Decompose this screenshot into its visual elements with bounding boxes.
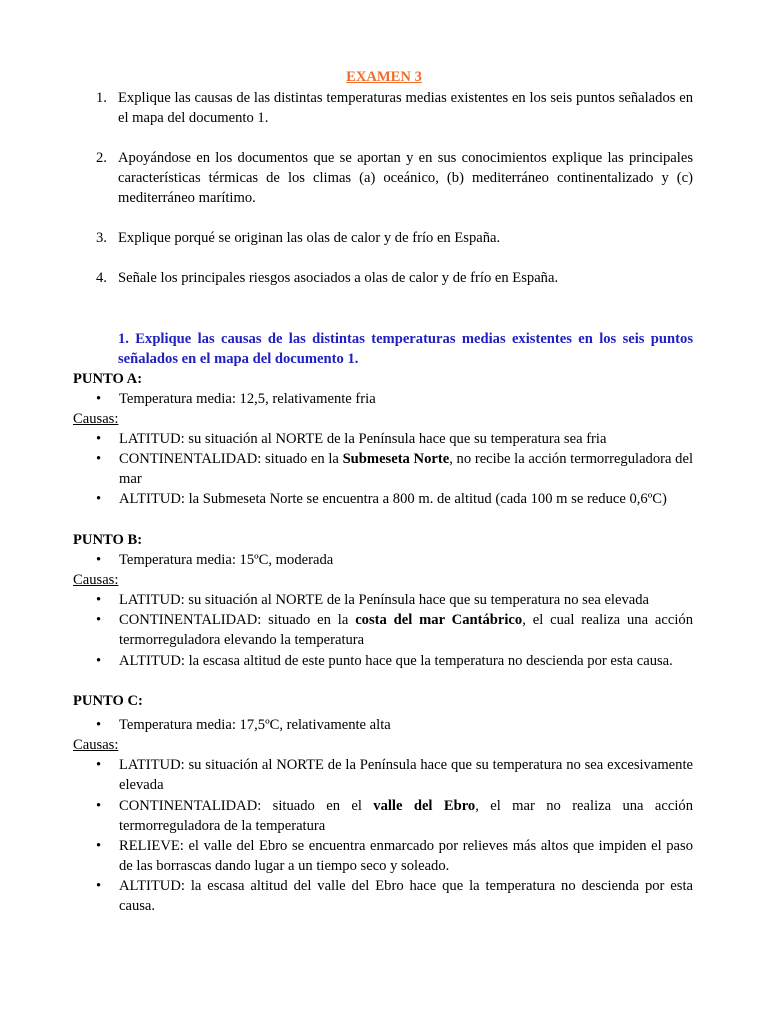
item-text: Temperatura media: 12,5, relativamente fria xyxy=(119,391,376,407)
item-text: ALTITUD: la escasa altitud de este punto hace que la temperatura no descienda por esta causa. xyxy=(119,653,673,669)
item-text xyxy=(119,449,693,489)
emphasis-text: costa del mar Cantábrico xyxy=(355,612,523,628)
question-text: Explique porqué se originan las olas de calor y de frío en España. xyxy=(118,230,501,246)
bullet: • xyxy=(96,592,102,608)
item-text xyxy=(119,610,693,650)
punto-b-temp-item xyxy=(96,550,693,570)
punto-b-latitud-item xyxy=(96,590,693,610)
question-text: Apoyándose en los documentos que se aportan y en sus conocimientos explique las principales características térmicas de los climas (a) oceánico, (b) mediterráneo continentalizado y (c) mediterráneo marítimo. xyxy=(118,150,693,206)
item-text: ALTITUD: la escasa altitud del valle del Ebro hace que la temperatura no descienda por esta causa. xyxy=(119,878,693,914)
item-text: LATITUD: su situación al NORTE de la Península hace que su temperatura no sea excesivamente elevada xyxy=(119,757,693,793)
question-number: 3. xyxy=(96,230,107,246)
bullet: • xyxy=(96,798,102,814)
bullet: • xyxy=(96,653,102,669)
punto-b-label: PUNTO B: xyxy=(73,532,143,548)
bullet: • xyxy=(96,838,102,854)
bullet: • xyxy=(96,552,102,568)
bullet: • xyxy=(96,757,102,773)
punto-a-altitud-item xyxy=(96,489,693,509)
punto-c-latitud-item xyxy=(96,755,693,795)
bullet: • xyxy=(96,491,102,507)
question-text: Señale los principales riesgos asociados a olas de calor y de frío en España. xyxy=(118,270,559,286)
bullet: • xyxy=(96,451,102,467)
item-text: LATITUD: su situación al NORTE de la Península hace que su temperatura sea fria xyxy=(119,431,607,447)
punto-c-continentalidad-item xyxy=(96,796,693,836)
punto-c-altitud-item xyxy=(96,876,693,916)
question-3 xyxy=(96,228,693,248)
bullet: • xyxy=(96,717,102,733)
item-text: Temperatura media: 17,5ºC, relativamente alta xyxy=(119,717,391,733)
item-text: RELIEVE: el valle del Ebro se encuentra enmarcado por relieves más altos que impiden el paso de las borrascas dando lugar a un tiempo seco y soleado. xyxy=(119,838,693,874)
bullet: • xyxy=(96,612,102,628)
item-text: LATITUD: su situación al NORTE de la Península hace que su temperatura no sea elevada xyxy=(119,592,649,608)
text-segment: CONTINENTALIDAD: situado en la xyxy=(119,612,356,628)
question-number: 4. xyxy=(96,270,107,286)
punto-a-label: PUNTO A: xyxy=(73,371,143,387)
text-segment: , el mar no realiza una acción termorreguladora de la temperatura xyxy=(119,798,693,834)
bullet: • xyxy=(96,878,102,894)
causas-label: Causas: xyxy=(73,572,119,588)
emphasis-text: Submeseta Norte xyxy=(342,451,450,467)
item-text: Temperatura media: 15ºC, moderada xyxy=(119,552,334,568)
bullet: • xyxy=(96,431,102,447)
item-text xyxy=(119,796,693,836)
punto-c-temp-item xyxy=(96,715,693,735)
punto-c-label: PUNTO C: xyxy=(73,693,143,709)
text-segment: CONTINENTALIDAD: situado en la xyxy=(119,451,343,467)
punto-a-latitud-item xyxy=(96,429,693,449)
text-segment: , no recibe la acción termorreguladora del mar xyxy=(119,451,694,487)
punto-a-temp-item xyxy=(96,389,693,409)
question-4 xyxy=(96,268,693,288)
bullet: • xyxy=(96,391,102,407)
causas-label: Causas: xyxy=(73,737,119,753)
question-number: 2. xyxy=(96,150,107,166)
section-1-heading: 1. Explique las causas de las distintas temperaturas medias existentes en los seis puntos señalados en el mapa del documento 1. xyxy=(118,331,693,367)
causas-label: Causas: xyxy=(73,411,119,427)
punto-b-continentalidad-item xyxy=(96,610,693,650)
text-segment: CONTINENTALIDAD: situado en el xyxy=(119,798,374,814)
question-number: 1. xyxy=(96,90,107,106)
punto-b-altitud-item xyxy=(96,651,693,671)
punto-c-relieve-item xyxy=(96,836,693,876)
emphasis-text: valle del Ebro xyxy=(373,798,476,814)
item-text: ALTITUD: la Submeseta Norte se encuentra a 800 m. de altitud (cada 100 m se reduce 0,6ºC) xyxy=(119,491,667,507)
punto-a-continentalidad-item xyxy=(96,449,693,489)
text-segment: , el cual realiza una acción termorreguladora elevando la temperatura xyxy=(119,612,694,648)
question-1 xyxy=(96,88,693,128)
exam-title: EXAMEN 3 xyxy=(346,69,422,85)
question-text: Explique las causas de las distintas temperaturas medias existentes en los seis puntos señalados en el mapa del documento 1. xyxy=(118,90,693,126)
question-2 xyxy=(96,148,693,208)
